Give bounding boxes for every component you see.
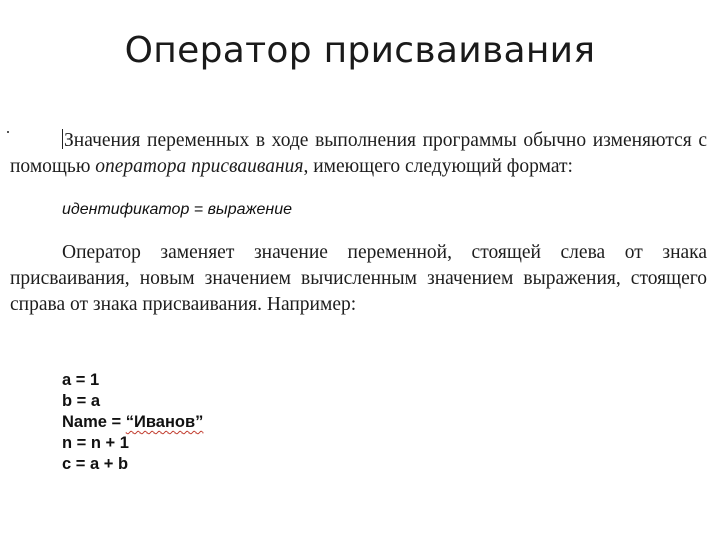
paragraph-intro <box>10 128 707 180</box>
paragraph-intro-text: Значения переменных в ходе выполнения программы обычно изменяются с помощью <box>10 130 707 177</box>
margin-mark <box>7 131 9 133</box>
code-line-5: c = a + b <box>62 455 129 473</box>
paragraph-intro-ending: , имеющего следующий формат: <box>303 156 573 177</box>
text-cursor <box>62 129 63 149</box>
slide-title: Оператор присваивания <box>124 30 596 71</box>
code-line-2: b = a <box>62 392 101 410</box>
code-line-3 <box>62 412 203 433</box>
code-line-3-prefix: Name = <box>62 413 126 431</box>
code-line-4: n = n + 1 <box>62 434 129 452</box>
paragraph-intro-emphasis: оператора присваивания <box>95 156 304 177</box>
code-line-3-literal: “Иванов” <box>125 413 204 431</box>
document-body <box>10 128 707 318</box>
assignment-format: идентификатор = выражение <box>62 201 292 218</box>
paragraph-explanation: Оператор заменяет значение переменной, стоящей слева от знака присваивания, новым значением вычисленным значением выражения, стоящего справа от знака присваивания. Например: <box>10 242 707 315</box>
code-line-1: a = 1 <box>62 371 100 389</box>
code-examples <box>62 370 203 475</box>
